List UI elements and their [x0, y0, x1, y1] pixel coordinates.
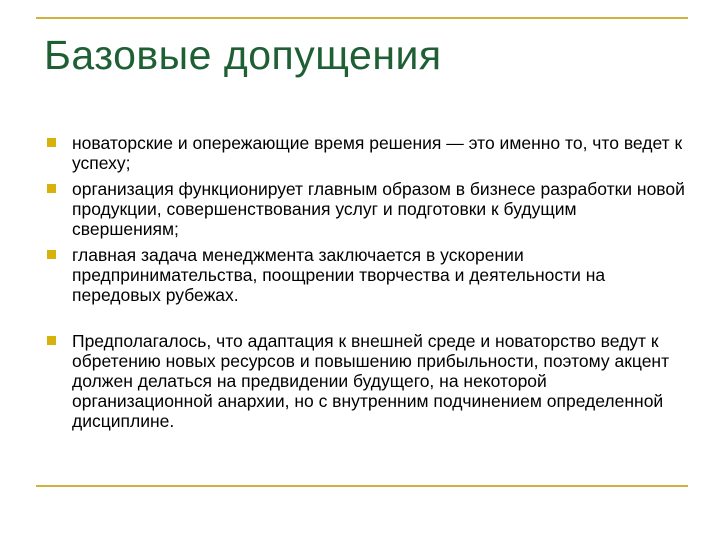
square-bullet-icon	[47, 336, 56, 345]
top-divider	[36, 17, 688, 19]
bullet-text: организация функционирует главным образом в бизнесе разработки новой продукции, совершенствования услуг и подготовки к будущим свершениям;	[72, 179, 685, 239]
list-item	[47, 331, 687, 431]
bullet-text: Предполагалось, что адаптация к внешней среде и новаторство ведут к обретению новых ресурсов и повышению прибыльности, поэтому акцент должен делаться на предвидении будущего, на некоторой организационной анархии, но с внутренним подчинением определенной дисциплине.	[72, 331, 670, 431]
bottom-divider	[36, 485, 688, 487]
square-bullet-icon	[47, 250, 56, 259]
list-item	[47, 133, 687, 173]
bullet-text: главная задача менеджмента заключается в ускорении предпринимательства, поощрении творчества и деятельности на передовых рубежах.	[72, 245, 606, 305]
bullet-list	[47, 133, 687, 431]
square-bullet-icon	[47, 184, 56, 193]
bullet-text: новаторские и опережающие время решения — это именно то, что ведет к успеху;	[72, 133, 683, 173]
list-item	[47, 179, 687, 239]
slide-title: Базовые допущения	[44, 32, 442, 78]
list-item	[47, 245, 687, 305]
square-bullet-icon	[47, 138, 56, 147]
